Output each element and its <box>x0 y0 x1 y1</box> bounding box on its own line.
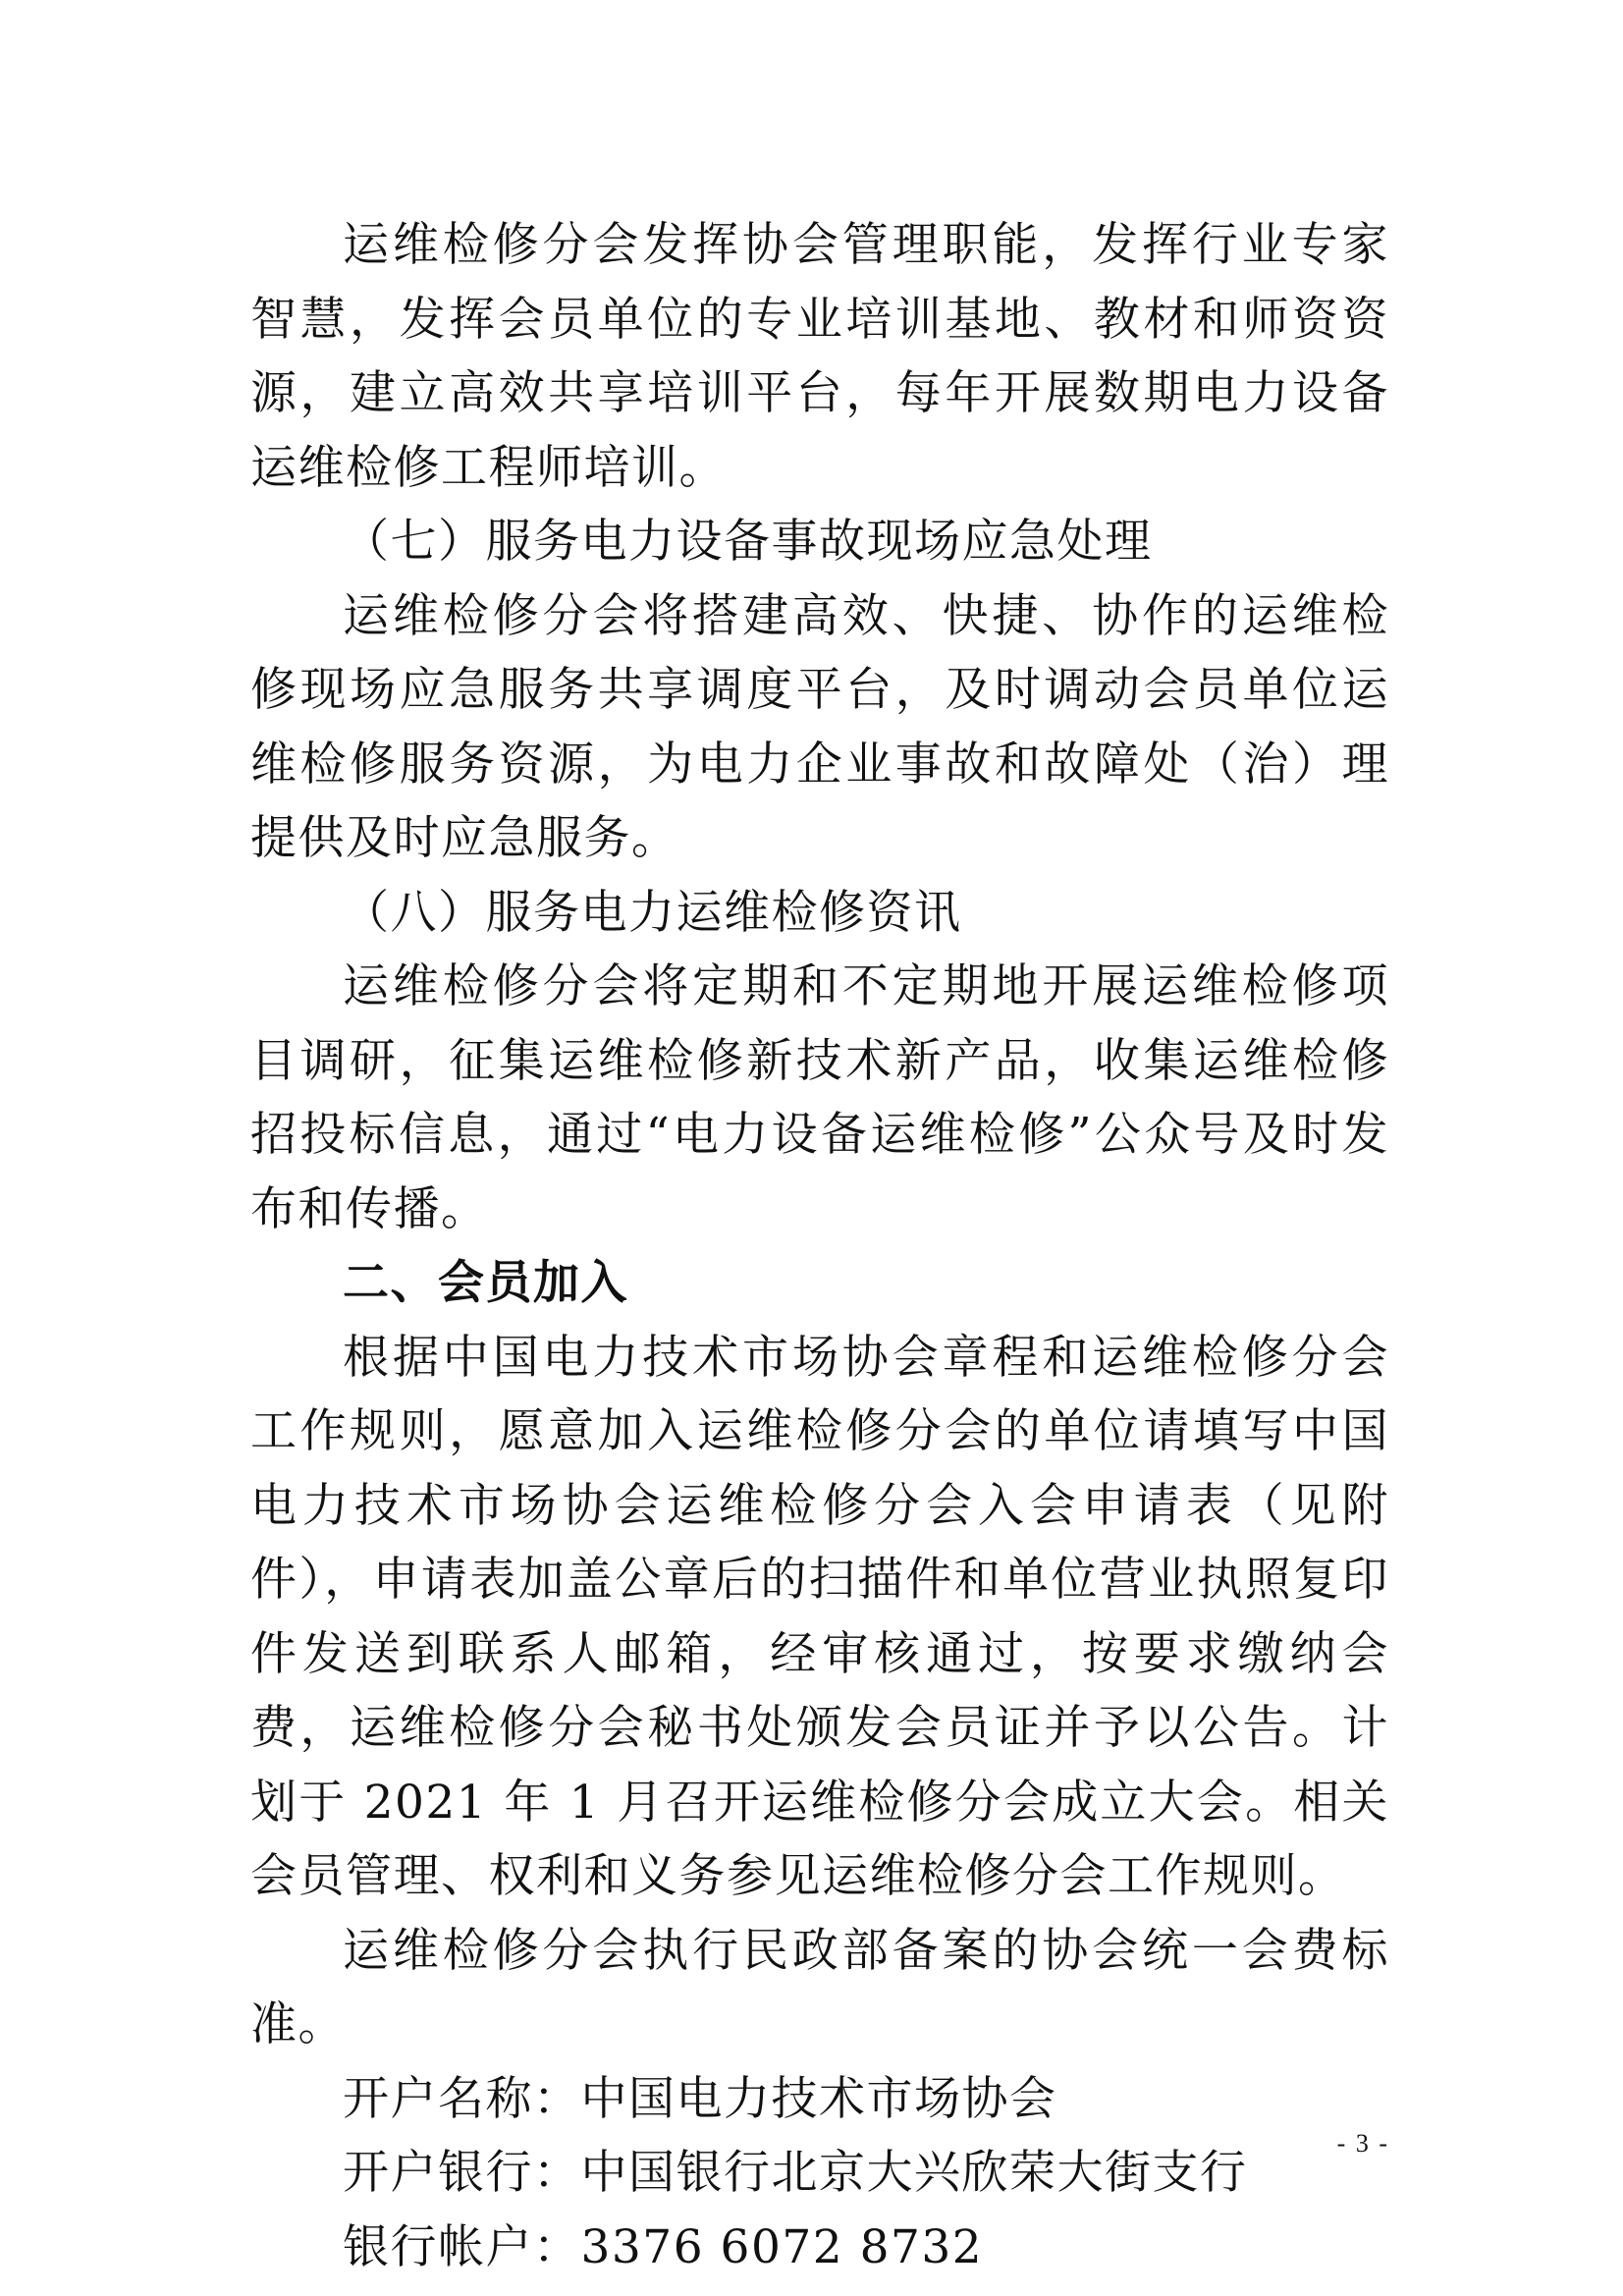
paragraph-membership: 根据中国电力技术市场协会章程和运维检修分会工作规则，愿意加入运维检修分会的单位请填写中国电力技术市场协会运维检修分会入会申请表（见附件），申请表加盖公章后的扫描件和单位营业执照复印件发送到联系人邮箱，经审核通过，按要求缴纳会费，运维检修分会秘书处颁发会员证并予以公告。计划于 2021 年 1 月召开运维检修分会成立大会。相关会员管理、权利和义务参见运维检修分会工作规则。 <box>250 1330 1389 1903</box>
page-number: - 3 - <box>1336 2129 1389 2158</box>
section-heading-8: （八）服务电力运维检修资讯 <box>343 885 962 940</box>
section-heading-membership: 二、会员加入 <box>343 1256 628 1310</box>
section-heading-7: （七）服务电力设备事故现场应急处理 <box>343 515 1153 569</box>
paragraph-emergency: 运维检修分会将搭建高效、快捷、协作的运维检修现场应急服务共享调度平台，及时调动会员单位运维检修服务资源，为电力企业事故和故障处（治）理提供及时应急服务。 <box>250 588 1389 865</box>
account-bank: 开户银行：中国银行北京大兴欣荣大街支行 <box>343 2146 1248 2200</box>
paragraph-fee-standard: 运维检修分会执行民政部备案的协会统一会费标准。 <box>250 1923 1389 2051</box>
account-number: 银行帐户：3376 6072 8732 <box>343 2219 984 2274</box>
account-name: 开户名称：中国电力技术市场协会 <box>343 2071 1057 2126</box>
paragraph-news: 运维检修分会将定期和不定期地开展运维检修项目调研，征集运维检修新技术新产品，收集运维检修招投标信息，通过“电力设备运维检修”公众号及时发布和传播。 <box>250 959 1389 1236</box>
paragraph-training: 运维检修分会发挥协会管理职能，发挥行业专家智慧，发挥会员单位的专业培训基地、教材和师资资源，建立高效共享培训平台，每年开展数期电力设备运维检修工程师培训。 <box>250 218 1389 495</box>
document-body <box>250 208 1389 2284</box>
